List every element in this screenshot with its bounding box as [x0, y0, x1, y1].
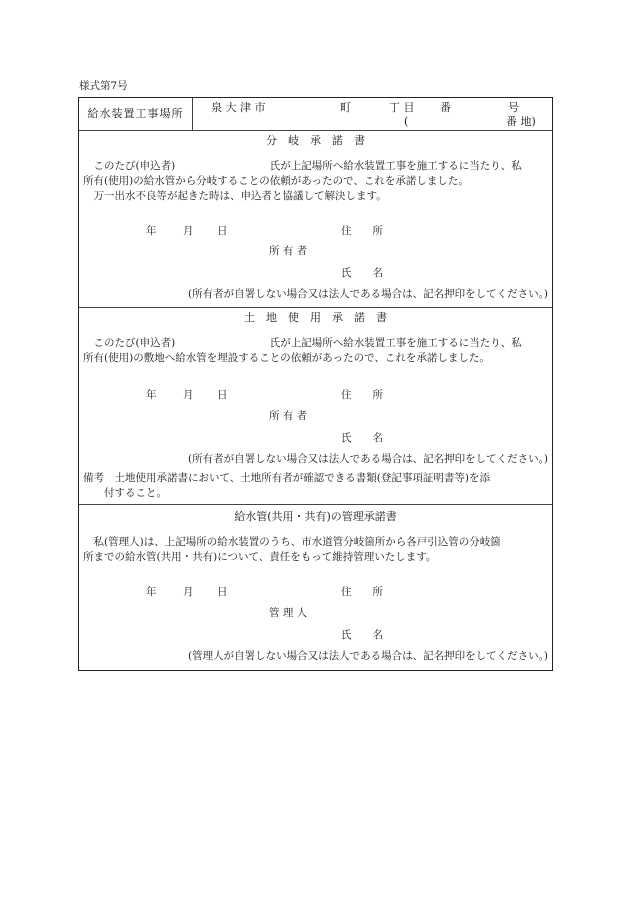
- land-use-consent-line-2: 所有(使用)の敷地へ給水管を埋設することの依頼があったので、これを承諾しました。: [83, 352, 490, 364]
- land-use-consent-body: [83, 336, 549, 366]
- form-number: 様式第7号: [79, 80, 128, 92]
- remarks-line-2: 付すること。: [83, 487, 167, 499]
- address-chome: 丁 目: [389, 101, 415, 114]
- remarks: [83, 471, 549, 501]
- branch-consent-body: [83, 159, 549, 204]
- construction-site-row: [79, 98, 552, 131]
- owner-role-label: 所 有 者: [269, 410, 308, 422]
- manager-name-label: 氏 名: [341, 629, 383, 641]
- date-day[interactable]: 日: [217, 586, 228, 598]
- management-consent-body: [83, 535, 549, 565]
- remarks-line-1: 備考 土地使用承諾書において、土地所有者が確認できる書類(登記事項証明書等)を添: [83, 472, 490, 484]
- branch-consent-line-3: 万一出水不良等が起きた時は、申込者と協議して解決します。: [83, 190, 387, 202]
- land-use-consent-section: [79, 308, 552, 505]
- date-day[interactable]: 日: [217, 389, 228, 401]
- address-go: 号: [508, 101, 519, 114]
- management-consent-line-1: 私(管理人)は、上記場所の給水装置のうち、市水道管分岐箇所から各戸引込管の分岐箇: [83, 536, 501, 548]
- management-consent-line-2: 所までの給水管(共用・共有)について、責任をもって維持管理いたします。: [83, 551, 437, 563]
- date-month[interactable]: 月: [183, 225, 194, 237]
- construction-site-address[interactable]: [193, 98, 552, 130]
- seal-note: (所有者が自署しない場合又は法人である場合は、記名押印をしてください。): [188, 453, 548, 465]
- address-banchi: 番 地): [506, 115, 536, 128]
- manager-address-label: 住 所: [341, 586, 383, 598]
- land-use-consent-title: 土 地 使 用 承 諾 書: [244, 311, 387, 324]
- seal-note: (管理人が自署しない場合又は法人である場合は、記名押印をしてください。): [188, 650, 548, 662]
- date-year[interactable]: 年: [146, 389, 157, 401]
- address-paren-open: (: [404, 115, 409, 128]
- manager-role-label: 管 理 人: [269, 607, 308, 619]
- date-day[interactable]: 日: [217, 225, 228, 237]
- seal-note: (所有者が自署しない場合又は法人である場合は、記名押印をしてください。): [188, 288, 548, 300]
- owner-address-label: 住 所: [341, 389, 383, 401]
- consent-form-table: [78, 97, 553, 671]
- address-ban: 番: [440, 101, 451, 114]
- date-month[interactable]: 月: [183, 586, 194, 598]
- date-year[interactable]: 年: [146, 586, 157, 598]
- owner-address-label: 住 所: [341, 225, 383, 237]
- address-city: 泉 大 津 市: [211, 101, 266, 114]
- date-month[interactable]: 月: [183, 389, 194, 401]
- construction-site-label: 給水装置工事場所: [79, 98, 193, 130]
- owner-name-label: 氏 名: [341, 432, 383, 444]
- date-year[interactable]: 年: [146, 225, 157, 237]
- address-cho: 町: [340, 101, 351, 114]
- owner-role-label: 所 有 者: [269, 245, 308, 257]
- branch-consent-section: [79, 131, 552, 308]
- branch-consent-line-1: このたび(申込者) 氏が上記場所へ給水装置工事を施工するに当たり、私: [83, 160, 522, 172]
- branch-consent-title: 分 岐 承 諾 書: [266, 134, 365, 147]
- land-use-consent-line-1: このたび(申込者) 氏が上記場所へ給水装置工事を施工するに当たり、私: [83, 337, 522, 349]
- branch-consent-line-2: 所有(使用)の給水管から分岐することの依頼があったので、これを承諾しました。: [83, 175, 469, 187]
- owner-name-label: 氏 名: [341, 267, 383, 279]
- management-consent-title: 給水管(共用・共有)の管理承諾書: [234, 510, 397, 523]
- management-consent-section: [79, 505, 552, 670]
